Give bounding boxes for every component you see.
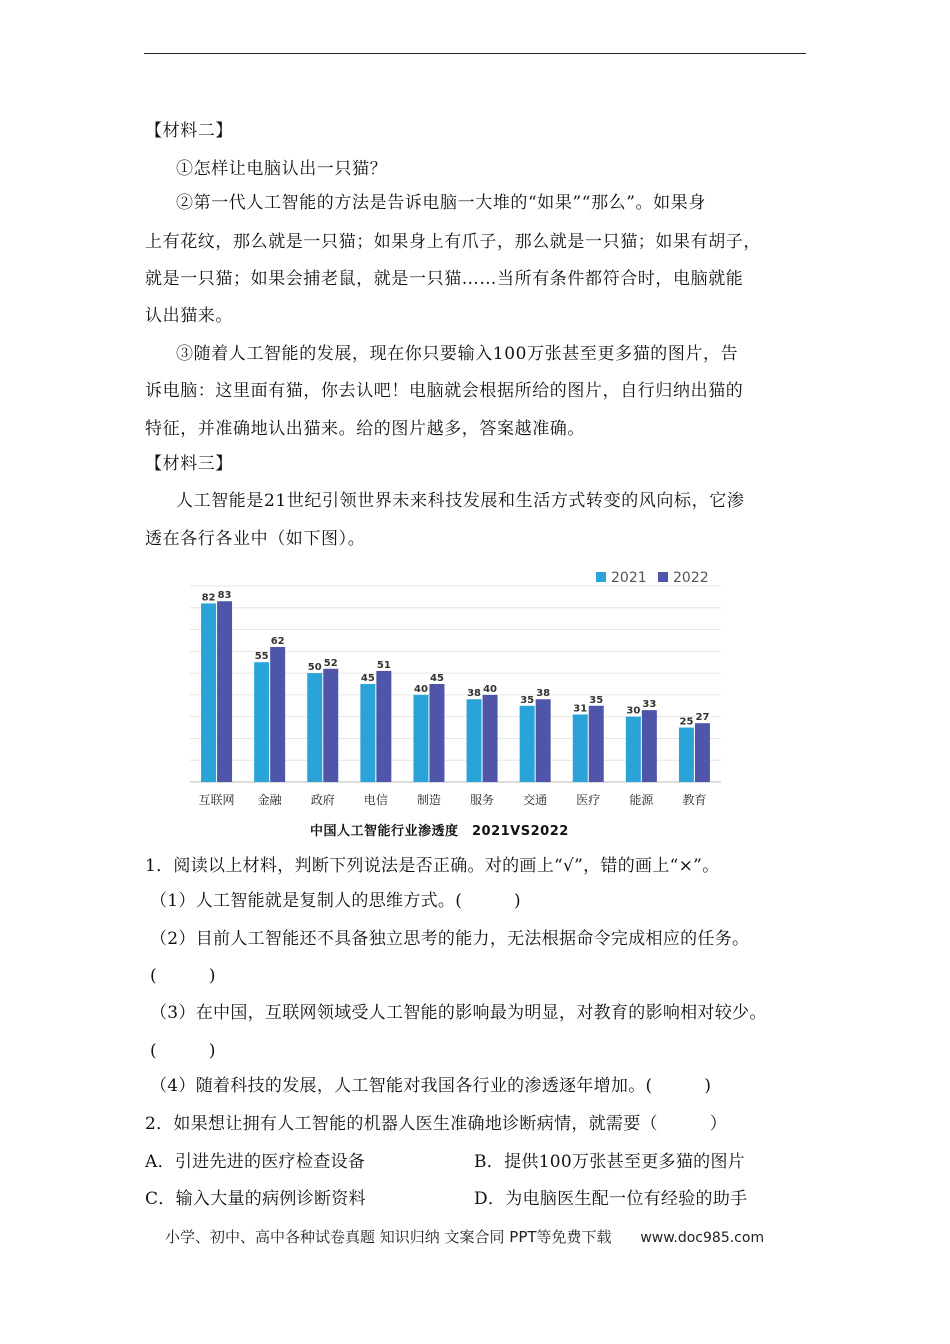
material2-question: ①怎样让电脑认出一只猫？ — [176, 159, 388, 179]
bar-2022-1 — [270, 647, 285, 782]
material3-heading: 【材料三】 — [145, 454, 233, 474]
bar-value-label: 33 — [642, 699, 657, 711]
category-label: 政府 — [310, 793, 335, 807]
bar-value-label: 55 — [254, 651, 269, 663]
bar-2021-9 — [679, 728, 694, 782]
chart-title: 中国人工智能行业渗透度 2021VS2022 — [310, 824, 569, 839]
bar-2022-0 — [217, 601, 232, 782]
bar-value-label: 45 — [360, 673, 375, 684]
bar-value-label: 50 — [307, 662, 322, 674]
material2-p2-line4: 认出猫来。 — [145, 306, 233, 326]
question-1-item-2: （2）目前人工智能还不具备独立思考的能力，无法根据命令完成相应的任务。 — [150, 929, 750, 949]
legend-label-2022: 2022 — [673, 570, 709, 586]
bar-2021-8 — [626, 717, 641, 782]
legend-label-2021: 2021 — [611, 570, 647, 586]
header-rule — [144, 53, 806, 54]
bar-2022-2 — [323, 669, 338, 782]
question-1-item-4: （4）随着科技的发展，人工智能对我国各行业的渗透逐年增加。( ) — [150, 1076, 712, 1096]
bar-2022-7 — [589, 706, 604, 782]
bar-value-label: 35 — [520, 694, 535, 706]
material2-p3-line2: 诉电脑：这里面有猫，你去认吧！电脑就会根据所给的图片，自行归纳出猫的 — [145, 381, 744, 401]
option-b: B．提供100万张甚至更多猫的图片 — [474, 1152, 746, 1172]
bar-2022-5 — [483, 695, 498, 782]
bar-2021-2 — [307, 673, 322, 782]
category-label: 制造 — [416, 793, 441, 807]
bar-2021-0 — [201, 603, 216, 782]
legend-swatch-2022 — [658, 572, 668, 582]
bar-2022-6 — [536, 699, 551, 782]
category-label: 服务 — [470, 793, 495, 807]
bar-2021-5 — [467, 699, 482, 782]
bar-value-label: 51 — [376, 659, 391, 671]
bar-value-label: 40 — [483, 683, 498, 695]
material2-heading: 【材料二】 — [145, 121, 233, 141]
question-1: 1．阅读以上材料，判断下列说法是否正确。对的画上“√”，错的画上“×”。 — [145, 856, 720, 876]
bar-value-label: 27 — [695, 712, 710, 724]
bar-value-label: 83 — [217, 590, 232, 602]
legend-swatch-2021 — [596, 572, 606, 582]
bar-value-label: 40 — [413, 683, 428, 695]
category-label: 金融 — [257, 793, 282, 807]
category-label: 交通 — [523, 793, 548, 807]
category-label: 能源 — [629, 793, 654, 807]
question-1-item-3: （3）在中国，互联网领域受人工智能的影响最为明显，对教育的影响相对较少。 — [150, 1003, 767, 1023]
bar-2021-6 — [520, 706, 535, 782]
material2-p2-line1: ②第一代人工智能的方法是告诉电脑一大堆的“如果”“那么”。如果身 — [176, 193, 706, 213]
bar-value-label: 25 — [679, 716, 694, 728]
bar-2021-3 — [360, 684, 375, 782]
material2-p3-line3: 特征，并准确地认出猫来。给的图片越多，答案越准确。 — [145, 419, 585, 439]
category-label: 电信 — [363, 793, 388, 807]
option-a: A．引进先进的医疗检查设备 — [145, 1152, 366, 1172]
category-label: 医疗 — [576, 793, 601, 807]
bar-value-label: 62 — [270, 635, 285, 647]
footer — [165, 1226, 764, 1247]
bar-2022-8 — [642, 710, 657, 782]
bar-value-label: 82 — [201, 592, 216, 604]
material3-p1-line2: 透在各行各业中（如下图）。 — [145, 529, 366, 549]
question-2: 2．如果想让拥有人工智能的机器人医生准确地诊断病情，就需要（ ） — [145, 1114, 728, 1134]
bar-2021-1 — [254, 662, 269, 782]
footer-link[interactable]: www.doc985.com — [640, 1230, 765, 1246]
bar-value-label: 45 — [429, 673, 444, 684]
footer-text: 小学、初中、高中各种试卷真题 知识归纳 文案合同 PPT等免费下载 — [165, 1228, 612, 1246]
bar-value-label: 35 — [589, 694, 604, 706]
bar-value-label: 31 — [573, 703, 588, 715]
bar-2021-4 — [413, 695, 428, 782]
material2-p2-line2: 上有花纹，那么就是一只猫；如果身上有爪子，那么就是一只猫；如果有胡子， — [145, 232, 761, 252]
option-d: D．为电脑医生配一位有经验的助手 — [474, 1189, 748, 1209]
category-label: 教育 — [682, 793, 707, 807]
bar-2022-9 — [695, 723, 710, 782]
question-1-item-1: （1）人工智能就是复制人的思维方式。( ) — [150, 891, 521, 911]
option-c: C．输入大量的病例诊断资料 — [145, 1189, 366, 1209]
bar-value-label: 38 — [536, 688, 551, 700]
material2-p3-line1: ③随着人工智能的发展，现在你只要输入100万张甚至更多猫的图片，告 — [176, 344, 739, 364]
material3-p1-line1: 人工智能是21世纪引领世界未来科技发展和生活方式转变的风向标，它渗 — [176, 491, 745, 511]
material2-p2-line3: 就是一只猫；如果会捕老鼠，就是一只猫……当所有条件都符合时，电脑就能 — [145, 269, 744, 289]
bar-2021-7 — [573, 714, 588, 782]
question-1-item-2-blank: ( ) — [150, 966, 216, 986]
bar-value-label: 38 — [467, 688, 482, 700]
penetration-bar-chart — [176, 562, 736, 842]
bar-2022-3 — [376, 671, 391, 782]
bar-2022-4 — [429, 684, 444, 782]
bar-value-label: 30 — [626, 705, 641, 717]
bar-value-label: 52 — [323, 657, 338, 669]
category-label: 互联网 — [198, 793, 235, 807]
question-1-item-3-blank: ( ) — [150, 1041, 216, 1061]
